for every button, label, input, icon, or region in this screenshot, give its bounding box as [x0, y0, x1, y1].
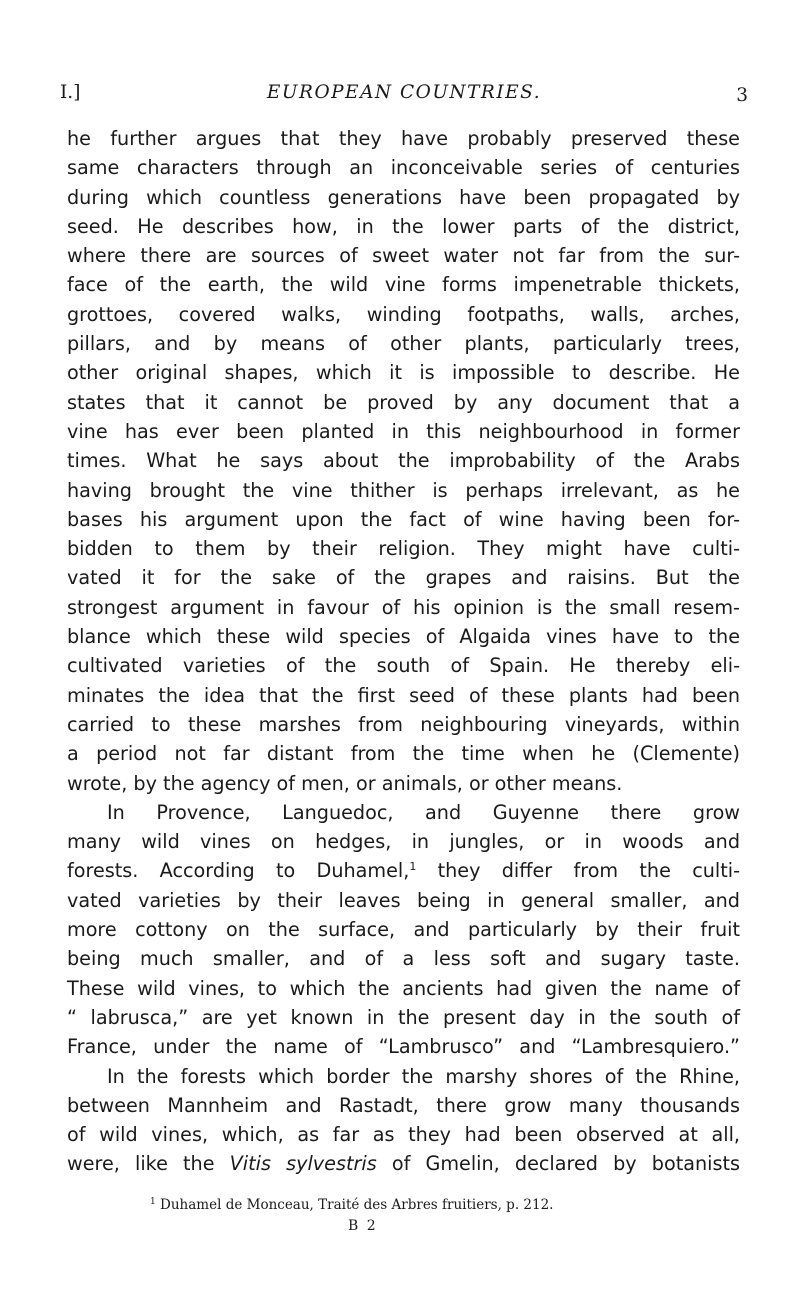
text-line: blance which these wild species of Algaida vines have to the — [67, 625, 740, 649]
text-line: of wild vines, which, as far as they had been observed at all, — [67, 1123, 740, 1147]
page-number: 3 — [736, 85, 748, 106]
text-line: times. What he says about the improbability of the Arabs — [67, 449, 740, 473]
text-line: grottoes, covered walks, winding footpaths, walls, arches, — [67, 302, 740, 326]
text-line — [67, 1149, 740, 1178]
running-title: EUROPEAN COUNTRIES. — [266, 82, 542, 103]
text-line: vated it for the sake of the grapes and raisins. But the — [67, 566, 740, 590]
text-line: bidden to them by their religion. They might have culti- — [67, 537, 740, 561]
text-line: same characters through an inconceivable series of centuries — [67, 156, 740, 180]
text-line: many wild vines on hedges, in jungles, or in woods and — [67, 830, 740, 854]
text-fragment: forests. According to Duhamel, — [67, 859, 410, 883]
text-line: he further argues that they have probably preserved these — [67, 127, 740, 150]
text-line: being much smaller, and of a less soft and sugary taste. — [67, 947, 740, 971]
footnote — [150, 1195, 750, 1215]
text-line: other original shapes, which it is impossible to describe. He — [67, 361, 740, 385]
signature-mark: B 2 — [348, 1218, 378, 1234]
text-line: having brought the vine thither is perhaps irrelevant, as he — [67, 478, 740, 502]
text-line: where there are sources of sweet water not far from the sur- — [67, 244, 740, 268]
text-line: strongest argument in favour of his opinion is the small resem- — [67, 595, 740, 619]
text-line: These wild vines, to which the ancients had given the name of — [67, 976, 740, 1000]
text-line: seed. He describes how, in the lower parts of the district, — [67, 214, 740, 238]
text-line: vine has ever been planted in this neighbourhood in former — [67, 419, 740, 443]
text-line: In the forests which border the marshy shores of the Rhine, — [107, 1064, 740, 1088]
text-line: more cottony on the surface, and particularly by their fruit — [67, 918, 740, 942]
text-line: vated varieties by their leaves being in general smaller, and — [67, 888, 740, 912]
text-line: wrote, by the agency of men, or animals, or other means. — [67, 771, 623, 795]
text-line: France, under the name of “Lambrusco” and “Lambresquiero.” — [67, 1035, 740, 1059]
text-line: minates the idea that the first seed of these plants had been — [67, 683, 740, 707]
chapter-marker: I.] — [60, 82, 81, 103]
text-fragment: they differ from the culti- — [437, 859, 741, 883]
text-line: between Mannheim and Rastadt, there grow many thousands — [67, 1093, 740, 1117]
text-line: during which countless generations have been propagated by — [67, 185, 740, 209]
text-line: carried to these marshes from neighbouring vineyards, within — [67, 712, 740, 736]
footnote-reference: 1 — [409, 860, 417, 874]
text-fragment: were, like the — [67, 1152, 215, 1176]
text-line: bases his argument upon the fact of wine having been for- — [67, 507, 740, 531]
footnote-marker: 1 — [150, 1197, 156, 1207]
footnote-text: Duhamel de Monceau, Traité des Arbres fruitiers, p. 212. — [160, 1197, 554, 1213]
text-line: states that it cannot be proved by any document that a — [67, 390, 740, 414]
text-line: face of the earth, the wild vine forms impenetrable thickets, — [67, 273, 740, 297]
text-fragment: of Gmelin, declared by botanists — [391, 1152, 740, 1176]
text-line — [67, 856, 740, 885]
text-line: In Provence, Languedoc, and Guyenne there grow — [107, 800, 740, 824]
species-name: Vitis sylvestris — [229, 1152, 377, 1176]
text-line: a period not far distant from the time when he (Clemente) — [67, 742, 740, 766]
text-line: “ labrusca,” are yet known in the present day in the south of — [67, 1005, 740, 1029]
running-head — [60, 80, 748, 106]
text-line: cultivated varieties of the south of Spain. He thereby eli- — [67, 654, 740, 678]
text-line: pillars, and by means of other plants, particularly trees, — [67, 332, 740, 356]
body-text — [67, 124, 740, 1179]
